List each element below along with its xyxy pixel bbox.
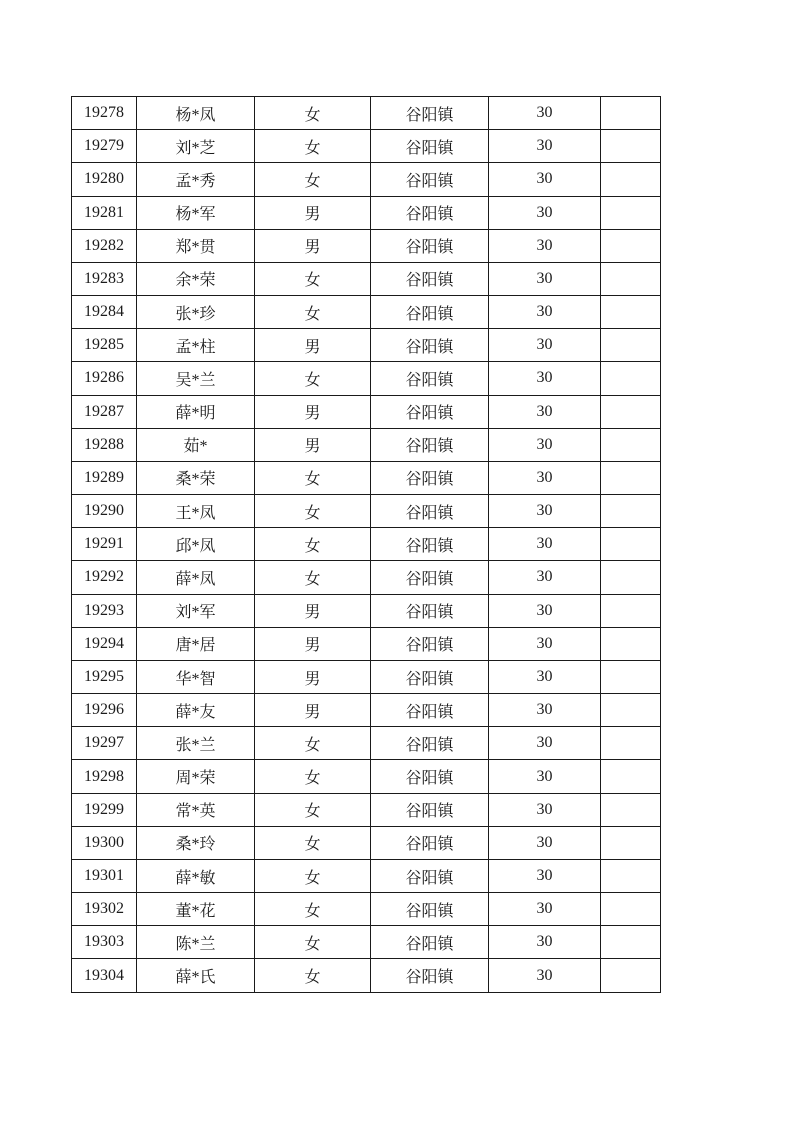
table-row bbox=[72, 329, 661, 362]
cell-serial-number: 19284 bbox=[72, 296, 137, 329]
cell-gender: 女 bbox=[255, 859, 371, 892]
cell-amount: 30 bbox=[489, 727, 601, 760]
cell-blank bbox=[601, 760, 661, 793]
cell-gender: 男 bbox=[255, 395, 371, 428]
cell-name: 薛*友 bbox=[137, 694, 255, 727]
cell-name: 常*英 bbox=[137, 793, 255, 826]
cell-town: 谷阳镇 bbox=[371, 893, 489, 926]
cell-name: 茹* bbox=[137, 428, 255, 461]
cell-name: 孟*柱 bbox=[137, 329, 255, 362]
cell-town: 谷阳镇 bbox=[371, 395, 489, 428]
cell-name: 董*花 bbox=[137, 893, 255, 926]
cell-serial-number: 19294 bbox=[72, 627, 137, 660]
table-row bbox=[72, 561, 661, 594]
cell-serial-number: 19289 bbox=[72, 461, 137, 494]
cell-town: 谷阳镇 bbox=[371, 362, 489, 395]
cell-serial-number: 19279 bbox=[72, 130, 137, 163]
cell-amount: 30 bbox=[489, 859, 601, 892]
cell-name: 张*兰 bbox=[137, 727, 255, 760]
table-body bbox=[72, 97, 661, 993]
cell-town: 谷阳镇 bbox=[371, 926, 489, 959]
cell-gender: 女 bbox=[255, 495, 371, 528]
cell-gender: 女 bbox=[255, 362, 371, 395]
cell-name: 桑*玲 bbox=[137, 826, 255, 859]
table-row bbox=[72, 926, 661, 959]
cell-name: 陈*兰 bbox=[137, 926, 255, 959]
cell-gender: 女 bbox=[255, 296, 371, 329]
table-row bbox=[72, 461, 661, 494]
cell-blank bbox=[601, 893, 661, 926]
cell-serial-number: 19295 bbox=[72, 660, 137, 693]
cell-name: 吴*兰 bbox=[137, 362, 255, 395]
cell-name: 华*智 bbox=[137, 660, 255, 693]
cell-town: 谷阳镇 bbox=[371, 793, 489, 826]
cell-blank bbox=[601, 694, 661, 727]
cell-name: 薛*氏 bbox=[137, 959, 255, 993]
table-row bbox=[72, 859, 661, 892]
cell-serial-number: 19281 bbox=[72, 196, 137, 229]
cell-amount: 30 bbox=[489, 826, 601, 859]
cell-blank bbox=[601, 262, 661, 295]
cell-amount: 30 bbox=[489, 130, 601, 163]
cell-serial-number: 19303 bbox=[72, 926, 137, 959]
cell-serial-number: 19300 bbox=[72, 826, 137, 859]
cell-blank bbox=[601, 130, 661, 163]
cell-amount: 30 bbox=[489, 97, 601, 130]
cell-name: 杨*凤 bbox=[137, 97, 255, 130]
cell-blank bbox=[601, 627, 661, 660]
cell-town: 谷阳镇 bbox=[371, 428, 489, 461]
cell-serial-number: 19304 bbox=[72, 959, 137, 993]
cell-gender: 女 bbox=[255, 97, 371, 130]
table-row bbox=[72, 296, 661, 329]
cell-blank bbox=[601, 329, 661, 362]
cell-town: 谷阳镇 bbox=[371, 163, 489, 196]
cell-name: 刘*军 bbox=[137, 594, 255, 627]
cell-blank bbox=[601, 594, 661, 627]
cell-amount: 30 bbox=[489, 196, 601, 229]
table-row bbox=[72, 163, 661, 196]
cell-gender: 女 bbox=[255, 461, 371, 494]
cell-blank bbox=[601, 793, 661, 826]
cell-amount: 30 bbox=[489, 229, 601, 262]
cell-amount: 30 bbox=[489, 893, 601, 926]
cell-gender: 男 bbox=[255, 196, 371, 229]
cell-gender: 女 bbox=[255, 163, 371, 196]
cell-blank bbox=[601, 660, 661, 693]
cell-serial-number: 19299 bbox=[72, 793, 137, 826]
cell-amount: 30 bbox=[489, 627, 601, 660]
cell-serial-number: 19290 bbox=[72, 495, 137, 528]
cell-town: 谷阳镇 bbox=[371, 859, 489, 892]
cell-town: 谷阳镇 bbox=[371, 826, 489, 859]
cell-amount: 30 bbox=[489, 362, 601, 395]
cell-blank bbox=[601, 229, 661, 262]
cell-gender: 男 bbox=[255, 627, 371, 660]
table-row bbox=[72, 627, 661, 660]
cell-name: 薛*敏 bbox=[137, 859, 255, 892]
cell-gender: 女 bbox=[255, 826, 371, 859]
table-row bbox=[72, 893, 661, 926]
cell-name: 张*珍 bbox=[137, 296, 255, 329]
cell-blank bbox=[601, 495, 661, 528]
cell-gender: 女 bbox=[255, 262, 371, 295]
cell-town: 谷阳镇 bbox=[371, 329, 489, 362]
cell-name: 唐*居 bbox=[137, 627, 255, 660]
table-row bbox=[72, 97, 661, 130]
table-row bbox=[72, 229, 661, 262]
table-row bbox=[72, 495, 661, 528]
cell-gender: 女 bbox=[255, 959, 371, 993]
cell-town: 谷阳镇 bbox=[371, 130, 489, 163]
cell-blank bbox=[601, 561, 661, 594]
cell-name: 桑*荣 bbox=[137, 461, 255, 494]
cell-amount: 30 bbox=[489, 296, 601, 329]
cell-blank bbox=[601, 296, 661, 329]
cell-serial-number: 19293 bbox=[72, 594, 137, 627]
cell-town: 谷阳镇 bbox=[371, 660, 489, 693]
cell-amount: 30 bbox=[489, 660, 601, 693]
cell-serial-number: 19286 bbox=[72, 362, 137, 395]
cell-gender: 男 bbox=[255, 229, 371, 262]
cell-gender: 女 bbox=[255, 793, 371, 826]
cell-town: 谷阳镇 bbox=[371, 196, 489, 229]
cell-amount: 30 bbox=[489, 793, 601, 826]
cell-name: 余*荣 bbox=[137, 262, 255, 295]
cell-serial-number: 19278 bbox=[72, 97, 137, 130]
cell-amount: 30 bbox=[489, 694, 601, 727]
cell-town: 谷阳镇 bbox=[371, 528, 489, 561]
cell-amount: 30 bbox=[489, 561, 601, 594]
cell-blank bbox=[601, 727, 661, 760]
cell-gender: 女 bbox=[255, 130, 371, 163]
cell-name: 薛*凤 bbox=[137, 561, 255, 594]
cell-town: 谷阳镇 bbox=[371, 727, 489, 760]
cell-gender: 男 bbox=[255, 660, 371, 693]
cell-town: 谷阳镇 bbox=[371, 627, 489, 660]
cell-town: 谷阳镇 bbox=[371, 694, 489, 727]
cell-blank bbox=[601, 395, 661, 428]
cell-town: 谷阳镇 bbox=[371, 229, 489, 262]
table-row bbox=[72, 959, 661, 993]
table-row bbox=[72, 826, 661, 859]
table-row bbox=[72, 727, 661, 760]
cell-serial-number: 19283 bbox=[72, 262, 137, 295]
cell-amount: 30 bbox=[489, 329, 601, 362]
cell-name: 薛*明 bbox=[137, 395, 255, 428]
table-row bbox=[72, 793, 661, 826]
table-row bbox=[72, 760, 661, 793]
cell-serial-number: 19280 bbox=[72, 163, 137, 196]
cell-name: 王*凤 bbox=[137, 495, 255, 528]
table-row bbox=[72, 362, 661, 395]
cell-serial-number: 19302 bbox=[72, 893, 137, 926]
cell-blank bbox=[601, 826, 661, 859]
cell-serial-number: 19298 bbox=[72, 760, 137, 793]
cell-serial-number: 19287 bbox=[72, 395, 137, 428]
cell-gender: 男 bbox=[255, 329, 371, 362]
cell-amount: 30 bbox=[489, 959, 601, 993]
table-row bbox=[72, 428, 661, 461]
cell-town: 谷阳镇 bbox=[371, 97, 489, 130]
table-row bbox=[72, 130, 661, 163]
cell-town: 谷阳镇 bbox=[371, 461, 489, 494]
cell-name: 周*荣 bbox=[137, 760, 255, 793]
cell-gender: 男 bbox=[255, 694, 371, 727]
cell-blank bbox=[601, 528, 661, 561]
table-row bbox=[72, 395, 661, 428]
cell-amount: 30 bbox=[489, 528, 601, 561]
cell-name: 郑*贯 bbox=[137, 229, 255, 262]
cell-blank bbox=[601, 196, 661, 229]
cell-gender: 女 bbox=[255, 926, 371, 959]
cell-serial-number: 19297 bbox=[72, 727, 137, 760]
cell-serial-number: 19282 bbox=[72, 229, 137, 262]
cell-amount: 30 bbox=[489, 495, 601, 528]
resident-list-table bbox=[71, 96, 661, 993]
cell-town: 谷阳镇 bbox=[371, 561, 489, 594]
table-row bbox=[72, 660, 661, 693]
cell-serial-number: 19301 bbox=[72, 859, 137, 892]
cell-town: 谷阳镇 bbox=[371, 495, 489, 528]
cell-name: 刘*芝 bbox=[137, 130, 255, 163]
cell-amount: 30 bbox=[489, 163, 601, 196]
cell-town: 谷阳镇 bbox=[371, 959, 489, 993]
cell-gender: 女 bbox=[255, 760, 371, 793]
cell-blank bbox=[601, 428, 661, 461]
cell-amount: 30 bbox=[489, 461, 601, 494]
cell-blank bbox=[601, 362, 661, 395]
cell-blank bbox=[601, 959, 661, 993]
cell-serial-number: 19296 bbox=[72, 694, 137, 727]
cell-gender: 女 bbox=[255, 727, 371, 760]
cell-gender: 男 bbox=[255, 428, 371, 461]
cell-serial-number: 19292 bbox=[72, 561, 137, 594]
cell-gender: 女 bbox=[255, 893, 371, 926]
cell-blank bbox=[601, 461, 661, 494]
cell-name: 孟*秀 bbox=[137, 163, 255, 196]
cell-amount: 30 bbox=[489, 594, 601, 627]
table-row bbox=[72, 262, 661, 295]
table-row bbox=[72, 594, 661, 627]
cell-blank bbox=[601, 926, 661, 959]
table-row bbox=[72, 694, 661, 727]
cell-blank bbox=[601, 97, 661, 130]
cell-serial-number: 19285 bbox=[72, 329, 137, 362]
cell-town: 谷阳镇 bbox=[371, 296, 489, 329]
cell-amount: 30 bbox=[489, 395, 601, 428]
cell-amount: 30 bbox=[489, 760, 601, 793]
cell-amount: 30 bbox=[489, 262, 601, 295]
cell-name: 邱*凤 bbox=[137, 528, 255, 561]
cell-gender: 男 bbox=[255, 594, 371, 627]
cell-amount: 30 bbox=[489, 926, 601, 959]
cell-amount: 30 bbox=[489, 428, 601, 461]
table-row bbox=[72, 528, 661, 561]
cell-gender: 女 bbox=[255, 528, 371, 561]
cell-town: 谷阳镇 bbox=[371, 760, 489, 793]
cell-blank bbox=[601, 859, 661, 892]
cell-name: 杨*军 bbox=[137, 196, 255, 229]
cell-town: 谷阳镇 bbox=[371, 262, 489, 295]
cell-serial-number: 19288 bbox=[72, 428, 137, 461]
cell-gender: 女 bbox=[255, 561, 371, 594]
cell-town: 谷阳镇 bbox=[371, 594, 489, 627]
cell-blank bbox=[601, 163, 661, 196]
table-row bbox=[72, 196, 661, 229]
cell-serial-number: 19291 bbox=[72, 528, 137, 561]
